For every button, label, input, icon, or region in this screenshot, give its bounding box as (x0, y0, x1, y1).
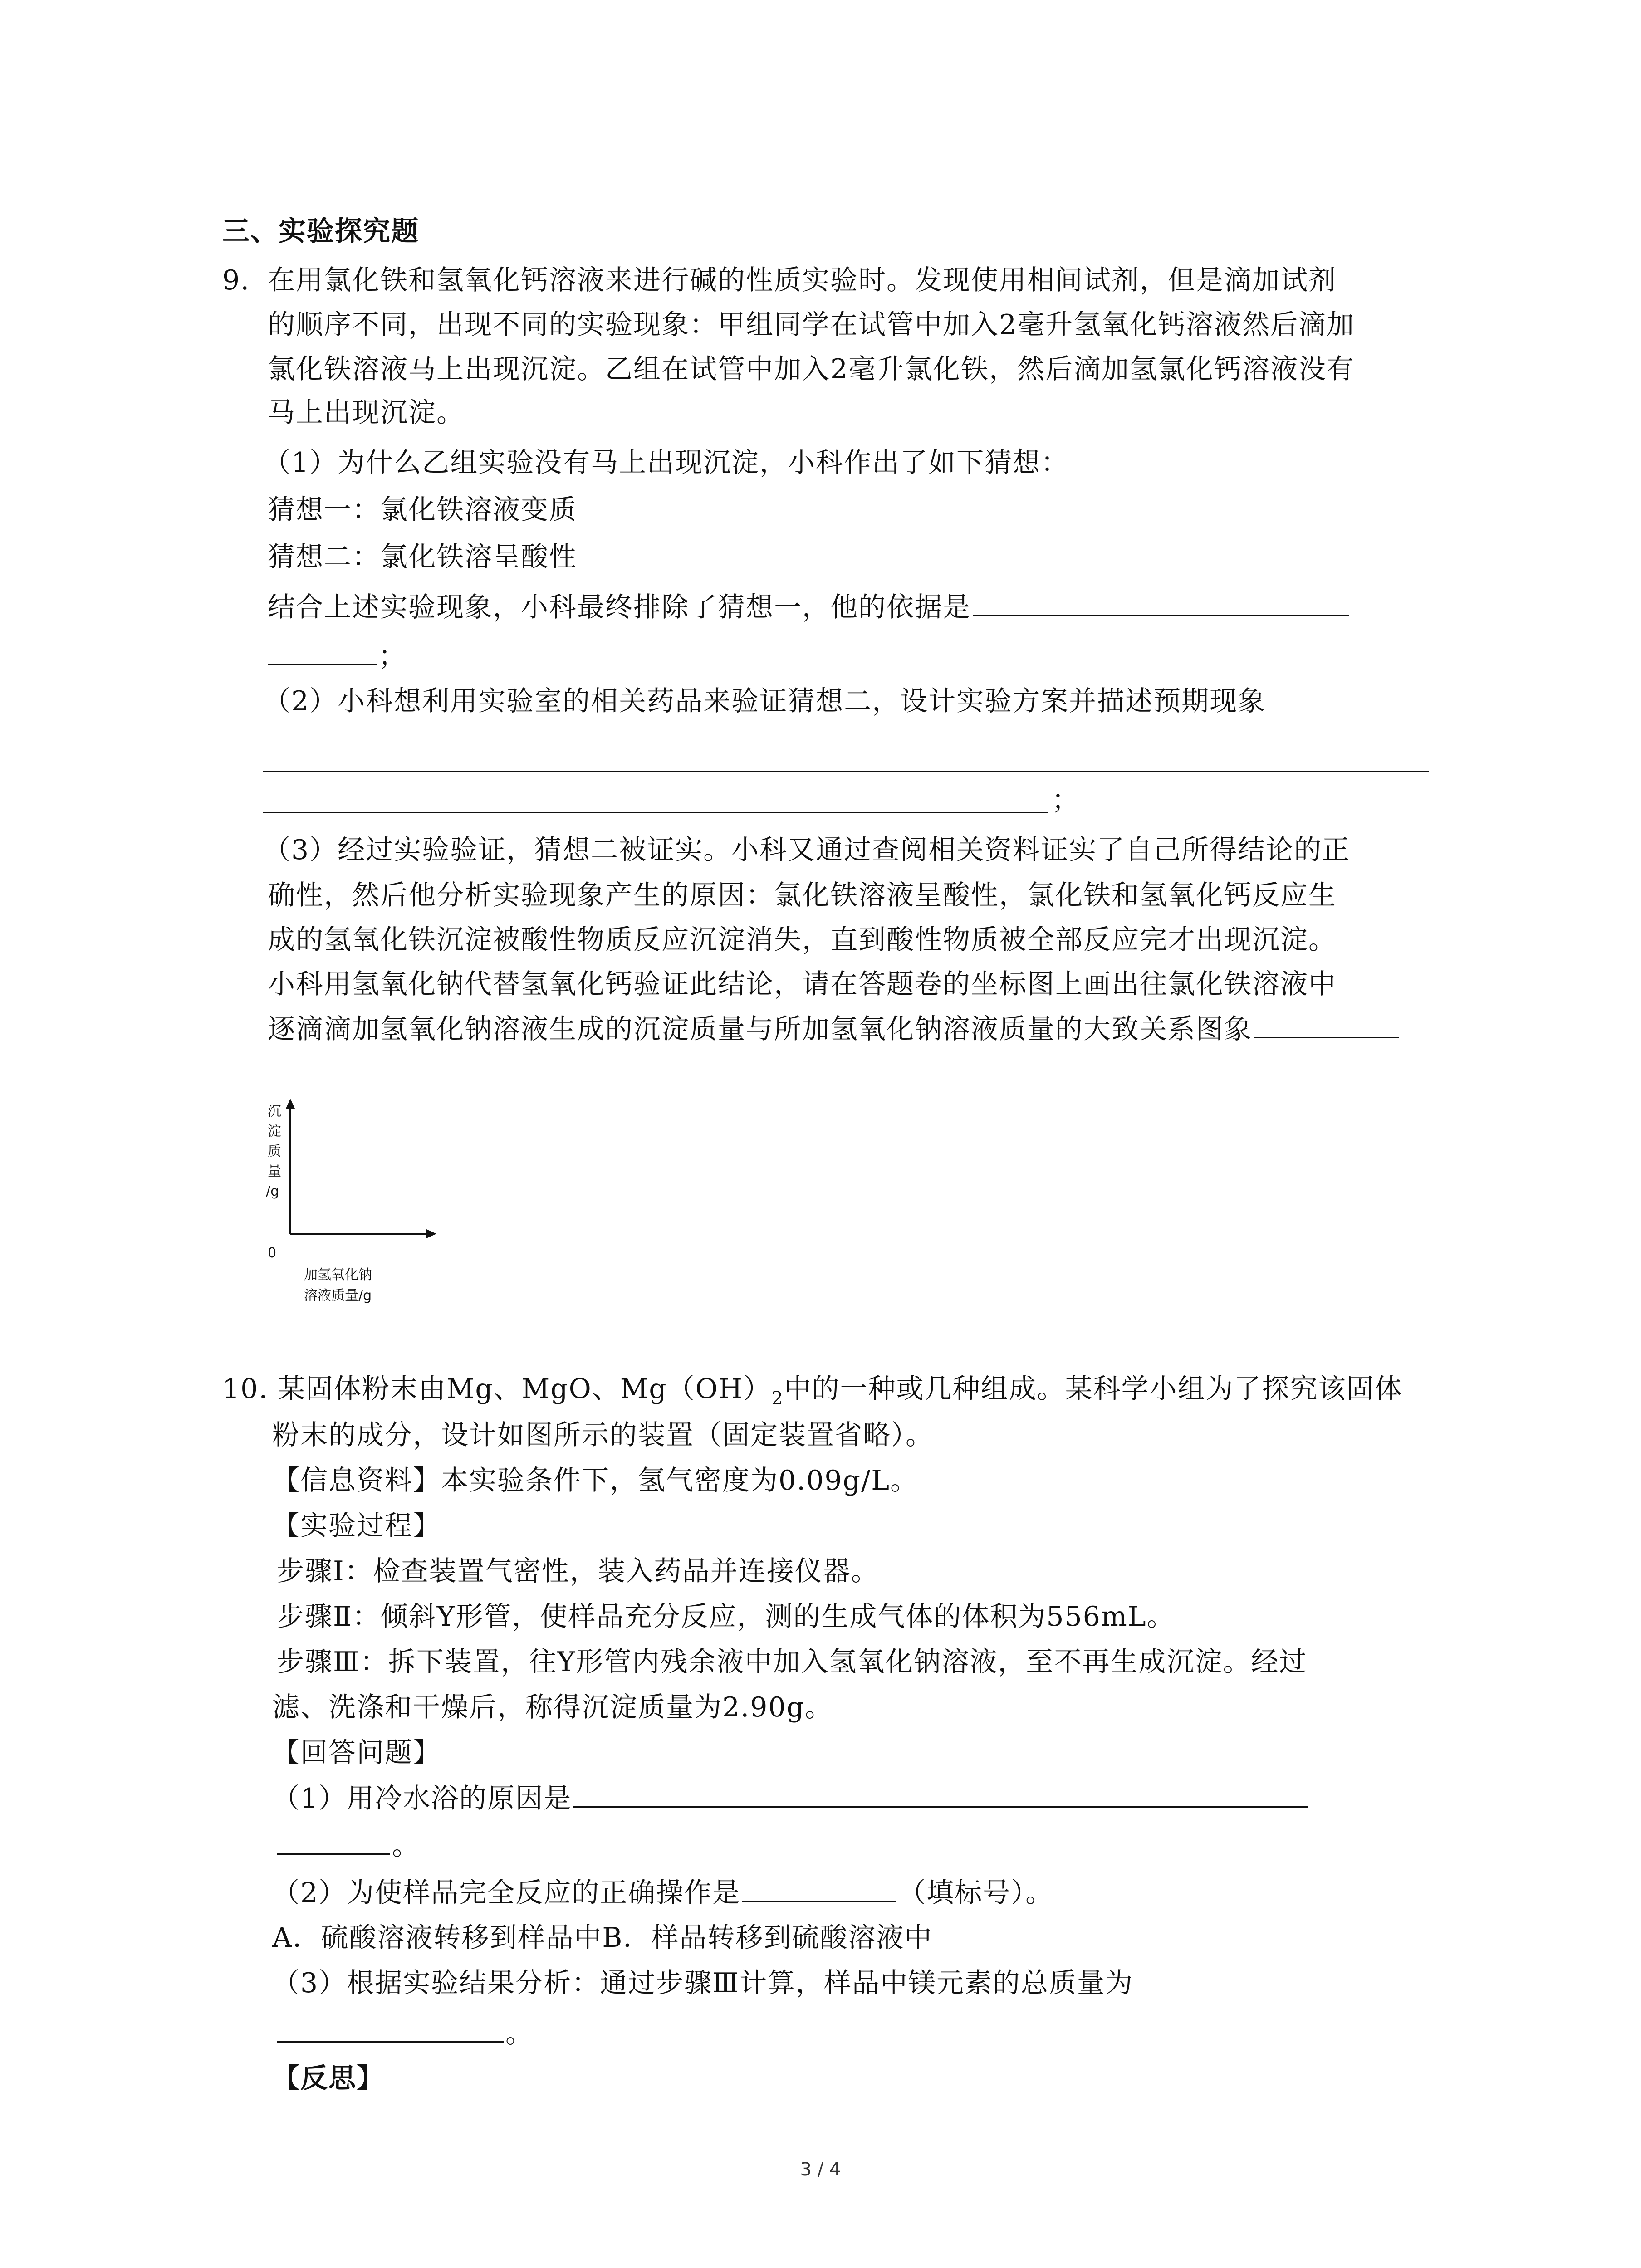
q9-intro-line-4: 马上出现沉淀。 (268, 397, 465, 429)
q10-part2-question (272, 1873, 1053, 1912)
graph-x-label-2: 溶液质量/g (304, 1288, 372, 1304)
q10-process-title: 【实验过程】 (272, 1510, 441, 1542)
q10-answer-title: 【回答问题】 (272, 1737, 441, 1769)
q10-part1-continuation (277, 1826, 420, 1865)
q9-intro-line-1: 在用氯化铁和氢氧化钙溶液来进行碱的性质实验时。发现使用相间试剂，但是滴加试剂 (268, 264, 1337, 296)
q10-number: 10. (222, 1373, 269, 1405)
q9-part1-ask-text: 结合上述实验现象，小科最终排除了猜想一，他的依据是 (268, 591, 971, 623)
q10-intro-text-b: 中的一种或几种组成。某科学小组为了探究该固体 (784, 1373, 1403, 1405)
q10-part3-continuation (277, 2014, 534, 2053)
q10-intro-subscript: 2 (771, 1388, 784, 1409)
q10-reflection-title: 【反思】 (272, 2063, 385, 2094)
graph-y-label-1: 沉 (268, 1104, 281, 1119)
q9-part2-question: （2）小科想利用实验室的相关药品来验证猜想二，设计实验方案并描述预期现象 (263, 685, 1266, 717)
q10-part2-tail: （填标号）。 (898, 1877, 1054, 1909)
q10-step-3-line-1: 步骤Ⅲ：拆下装置，往Y形管内残余液中加入氢氧化钠溶液，至不再生成沉淀。经过 (277, 1646, 1308, 1678)
q10-part1-answer-blank[interactable] (573, 1779, 1308, 1808)
q9-intro-line-3: 氯化铁溶液马上出现沉淀。乙组在试管中加入2毫升氯化铁，然后滴加氢氯化钙溶液没有 (268, 353, 1355, 385)
q10-intro-line-2: 粉末的成分，设计如图所示的装置（固定装置省略）。 (272, 1419, 934, 1451)
graph-y-label-5: /g (266, 1183, 279, 1199)
q9-part1-continuation (268, 637, 407, 675)
q9-part3-answer-blank[interactable] (1254, 1010, 1399, 1038)
q10-part3-end-mark: 。 (505, 2018, 534, 2049)
q10-part1-answer-blank-cont[interactable] (277, 1826, 390, 1855)
q10-part2-options: A．硫酸溶液转移到样品中B．样品转移到硫酸溶液中 (272, 1922, 933, 1954)
q9-part1-end-mark: ； (378, 640, 407, 672)
q9-intro-line-2: 的顺序不同，出现不同的实验现象：甲组同学在试管中加入2毫升氢氧化钙溶液然后滴加 (268, 309, 1355, 341)
q9-part1-question: （1）为什么乙组实验没有马上出现沉淀，小科作出了如下猜想： (263, 447, 1069, 479)
q10-part3-question: （3）根据实验结果分析：通过步骤Ⅲ计算，样品中镁元素的总质量为 (272, 1967, 1134, 1999)
graph-y-label-2: 淀 (268, 1124, 281, 1139)
q9-part1-ask (268, 588, 1351, 626)
q9-part2-answer-line-2[interactable] (263, 812, 1048, 813)
graph-y-axis-arrow-icon (286, 1099, 295, 1109)
q9-part3-line-4: 小科用氢氧化钠代替氢氧化钙验证此结论，请在答题卷的坐标图上画出往氯化铁溶液中 (268, 968, 1337, 1000)
q9-part1-answer-blank[interactable] (973, 588, 1349, 616)
q9-part1-answer-blank-cont[interactable] (268, 637, 377, 665)
q9-guess-2: 猜想二：氯化铁溶呈酸性 (268, 541, 577, 573)
graph-x-label-1: 加氢氧化钠 (304, 1267, 372, 1283)
graph-y-label-3: 质 (268, 1144, 281, 1159)
q10-intro-text-a: 某固体粉末由Mg、MgO、Mg（OH） (278, 1373, 772, 1405)
q10-part2-answer-blank[interactable] (742, 1873, 896, 1902)
q9-answer-graph[interactable] (254, 1098, 463, 1320)
q10-part3-answer-blank[interactable] (277, 2014, 504, 2043)
q9-part2-end-mark: ； (1052, 784, 1080, 816)
q9-part3-line-2: 确性，然后他分析实验现象产生的原因：氯化铁溶液呈酸性，氯化铁和氢氧化钙反应生 (268, 880, 1337, 911)
section-title: 三、实验探究题 (222, 215, 419, 247)
q10-part2-text: （2）为使样品完全反应的正确操作是 (272, 1877, 741, 1909)
q10-part1-question (272, 1779, 1310, 1818)
q9-part3-line-5 (268, 1010, 1401, 1048)
q10-part1-end-mark: 。 (392, 1830, 420, 1862)
q9-number: 9. (222, 264, 250, 296)
q9-guess-1: 猜想一：氯化铁溶液变质 (268, 494, 577, 526)
q10-step-3-line-2: 滤、洗涤和干燥后，称得沉淀质量为2.90g。 (272, 1691, 833, 1723)
q9-part3-line-5-text: 逐滴滴加氢氧化钠溶液生成的沉淀质量与所加氢氧化钠溶液质量的大致关系图象 (268, 1013, 1252, 1045)
q9-part3-line-1: （3）经过实验验证，猜想二被证实。小科又通过查阅相关资料证实了自己所得结论的正 (263, 834, 1351, 866)
graph-origin-label: 0 (268, 1245, 277, 1261)
graph-y-label-4: 量 (268, 1163, 281, 1179)
q10-part1-text: （1）用冷水浴的原因是 (272, 1783, 572, 1814)
graph-x-axis-arrow-icon (426, 1229, 436, 1238)
q10-step-1: 步骤Ⅰ：检查装置气密性，装入药品并连接仪器。 (277, 1555, 879, 1587)
q10-step-2: 步骤Ⅱ：倾斜Y形管，使样品充分反应，测的生成气体的体积为556mL。 (277, 1601, 1175, 1633)
q9-part3-line-3: 成的氢氧化铁沉淀被酸性物质反应沉淀消失，直到酸性物质被全部反应完才出现沉淀。 (268, 924, 1337, 956)
page-number: 3 / 4 (800, 2159, 841, 2180)
q9-part2-answer-line-1[interactable] (263, 771, 1429, 772)
q10-info: 【信息资料】本实验条件下，氢气密度为0.09g/L。 (272, 1465, 919, 1496)
q10-intro-line-1 (278, 1370, 1403, 1418)
